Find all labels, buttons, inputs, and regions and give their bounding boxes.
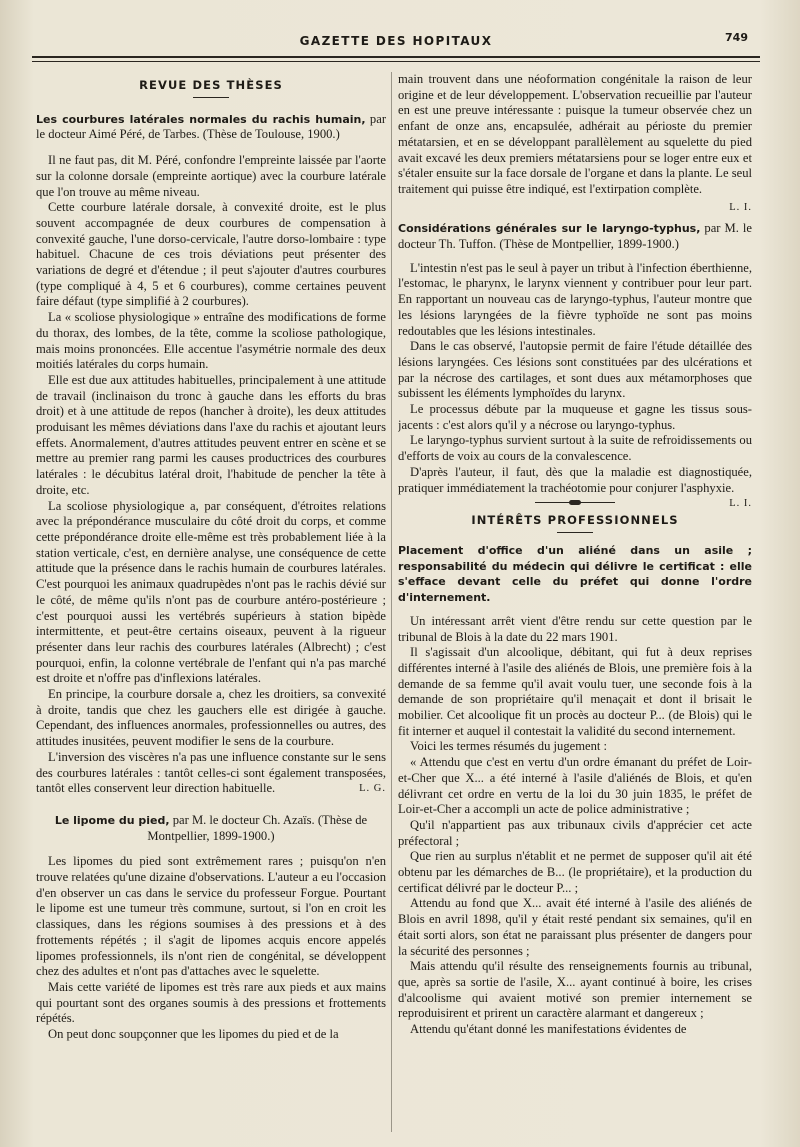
paragraph-text: L'inversion des viscères n'a pas une influence constante sur le sens des courbures latérales : tantôt celles-ci sont également transposées, tantôt elles conservent leur direction habituelle. <box>36 749 386 796</box>
article-header-courbures <box>36 112 386 143</box>
paragraph: Attendu qu'étant donné les manifestations évidentes de <box>410 1022 687 1037</box>
paragraph-text: D'après l'auteur, il faut, dès que la maladie est diagnostiquée, pratiquer immédiatement la trachéotomie pour conjurer l'asphyxie. <box>398 464 752 495</box>
paragraph: Le processus débute par la muqueuse et gagne les tissus sous-jacents : c'est alors qu'il y a nécrose ou laryngo-typhus. <box>398 402 752 432</box>
article-title: Les courbures latérales normales du rachis humain, <box>36 112 366 126</box>
paragraph <box>398 464 752 510</box>
spacer <box>36 846 386 854</box>
paragraph-continuation: main trouvent dans une néoformation congénitale la raison de leur origine et de leur développement. L'observation recueillie par l'auteur en est une preuve intéressante : puisque la tumeur observée chez un enfant de onze ans, encapsulée, adhérait au périoste du premier métatarsien, et en se développant parallèlement au squelette du pied avait excavé les deux premiers métatarsiens pour se loger entre eux et s'étaler ensuite sur la face dorsale de l'organe et dans la plante. Le seul traitement qui puisse être indiqué, est l'extirpation complète. <box>398 72 752 196</box>
paragraph: « Attendu que c'est en vertu d'un ordre émanant du préfet de Loir-et-Cher que X... a été interné à l'asile d'aliénés de Blois, et qu'en délivrant cet ordre en vertu de la loi du 30 juin 1835, le préfet de Loir-et-Cher a accompli un acte de police administrative ; <box>398 755 752 817</box>
paragraph: En principe, la courbure dorsale a, chez les droitiers, sa convexité à droite, tandis que chez les gauchers elle est dirigée à gauche. Cependant, des influences anormales, professionnelles ou autres, des attitudes inusitées, peuvent modifier le sens de la courbure. <box>36 687 386 749</box>
journal-title: GAZETTE DES HOPITAUX <box>299 34 493 48</box>
paragraph: La scoliose physiologique a, par conséquent, d'étroites relations avec la prépondérance musculaire du côté droit du corps, et comme cette prépondérance droite elle-même est très probablement liée à la station verticale, c'est, en dernière analyse, une conséquence de cette attitude que la présence dans le rachis humain de courbures latérales. C'est pourquoi les animaux quadrupèdes n'ont pas le rachis dévié sur le côté, de même qu'ils n'ont pas de courbure antéro-postérieure ; c'est pourquoi aussi les vertébrés supérieurs à station bipède intermittente, et peut-être certains oiseaux, peuvent à la rigueur présenter dans leur rachis des courbures latérales (Albrecht) ; c'est pourquoi, enfin, la colonne vertébrale de l'enfant qui n'a pas marché est droite et n'offre pas d'inflexions latérales. <box>36 498 386 686</box>
paragraph <box>36 750 386 797</box>
paragraph: Attendu au fond que X... avait été interné à l'asile des aliénés de Blois en avril 1898, qu'il y était resté pendant six semaines, qu'il en était sorti alors, son état ne paraissant plus présenter de dangers pour la sécurité des personnes ; <box>398 896 752 958</box>
section-title-interets: INTÉRÊTS PROFESSIONNELS <box>471 513 679 528</box>
paragraph: Il s'agissait d'un alcoolique, débitant, qui fut à deux reprises différentes interné à l'asile des aliénés de Blois, une première fois à la demande de sa femme qu'il avait voulu tuer, une seconde fois à la demande de son propriétaire qu'il menaçait et dont il brisait le mobilier. Cet alcoolique fit un procès au docteur P... (de Blois) qui le fit interner et auquel il contestait la validité du second internement. <box>398 645 752 738</box>
article-header-placement <box>398 543 752 606</box>
spacer <box>36 797 386 813</box>
paragraph: L'intestin n'est pas le seul à payer un tribut à l'infection éberthienne, l'estomac, le pharynx, le larynx viennent y contribuer pour leur part. En rapportant un nouveau cas de laryngo-typhus, l'auteur montre que les lésions laryngées de la fièvre typhoïde ne sont pas moins redoutables que les lésions intestinales. <box>398 260 752 338</box>
paragraph: Voici les termes résumés du jugement : <box>410 739 608 754</box>
signature: L. I. <box>729 201 752 213</box>
article-header-lipome <box>36 813 386 844</box>
article-header-laryngo-typhus <box>398 221 752 252</box>
header-rule-thin <box>32 61 760 62</box>
article-byline: par M. le docteur Ch. Azaïs. (Thèse de Montpellier, 1899-1900.) <box>147 812 368 843</box>
paragraph: Cette courbure latérale dorsale, à convexité droite, est le plus souvent accompagnée de deux courbures de compensation à convexité gauche, l'une dorso-cervicale, l'autre dorso-lombaire : type habituel. Chacune de ces trois déviations peut présenter des variations de degré et d'étendue ; il peut s'ajouter d'autres courbures (type compliqué à 4, 5 et 6 courbures), comme certaines peuvent faire défaut (type simplifié à 2 courbures). <box>36 200 386 309</box>
paragraph: Dans le cas observé, l'autopsie permit de faire l'étude détaillée des lésions laryngées. Ces lésions sont constituées par des ulcérations et par la nécrose des cartilages, et sont dues aux métamorphoses que subissent les éléments lymphoïdes du larynx. <box>398 339 752 401</box>
paragraph: Le laryngo-typhus survient surtout à la suite de refroidissements ou d'efforts de voix au cours de la convalescence. <box>398 433 752 464</box>
paragraph: Qu'il n'appartient pas aux tribunaux civils d'apprécier cet acte préfectoral ; <box>398 817 752 848</box>
signature: L. I. <box>729 498 752 510</box>
article-title: Placement d'office d'un aliéné dans un asile ; responsabilité du médecin qui délivre le certificat : elle s'efface devant celle du préfet qui donne l'ordre d'internement. <box>398 543 752 605</box>
paragraph: Les lipomes du pied sont extrêmement rares ; puisqu'on n'en trouve relatées qu'une dizaine d'observations. L'auteur a eu l'occasion d'en observer un cas dans le service du professeur Forgue. Pourtant le lipome est une tumeur très commune, surtout, si l'on en croit les classiques, dans les régions soumises à des pressions et à des frottements répétés ; il s'agit de lipomes acquis encore appelés lipomes professionnels, ils n'ont rien de congénital, se développent chez des adultes et n'ont pas d'attaches avec le squelette. <box>36 854 386 979</box>
paragraph: Un intéressant arrêt vient d'être rendu sur cette question par le tribunal de Blois à la date du 22 mars 1901. <box>398 613 752 644</box>
article-title: Le lipome du pied, <box>54 813 170 827</box>
paragraph: Que rien au surplus n'établit et ne permet de supposer qu'il ait été obtenu par les démarches de B... (le propriétaire), et la production du certificat délivré par le docteur P... ; <box>398 849 752 895</box>
section-rule <box>557 532 593 533</box>
article-byline: par le docteur Aimé Péré, de Tarbes. (Thèse de Toulouse, 1900.) <box>36 111 386 142</box>
column-separator <box>391 72 392 1132</box>
page-number: 749 <box>725 31 748 44</box>
section-title-revue: REVUE DES THÈSES <box>139 78 283 92</box>
section-divider <box>535 502 615 503</box>
right-column <box>398 72 752 1132</box>
paragraph: On peut donc soupçonner que les lipomes du pied et de la <box>48 1027 339 1042</box>
left-column <box>36 72 386 1132</box>
article-title: Considérations générales sur le laryngo-typhus, <box>398 222 701 236</box>
article-byline: par M. le docteur Th. Tuffon. (Thèse de Montpellier, 1899-1900.) <box>398 221 752 252</box>
paragraph: Il ne faut pas, dit M. Péré, confondre l'empreinte laissée par l'aorte sur la colonne dorsale (empreinte aortique) avec la courbure latérale que l'on trouve au même niveau. <box>36 153 386 199</box>
signature: L. G. <box>359 783 386 795</box>
paragraph: Mais attendu qu'il résulte des renseignements fournis au tribunal, que, après sa sortie de l'asile, X... ayant continué à boire, les crises d'alcoolisme qui avaient motivé son premier internement se reproduisirent et prirent un caractère alarmant et dangereux ; <box>398 959 752 1021</box>
paragraph: Elle est due aux attitudes habituelles, principalement à une attitude de travail (inclinaison du tronc à gauche dans les efforts du bras droit) et à une attitude de repos (hancher à droite), les deux attitudes produisant les mêmes déviations dans l'axe du rachis et ajoutant leurs effets. Anormalement, d'autres attitudes peuvent entrer en scène et se mettre au premier rang parmi les causes productrices des courbures latérales : le décubitus latéral droit, l'habitude de pencher la tête à droite, etc. <box>36 372 386 497</box>
spacer <box>36 145 386 153</box>
paragraph: Mais cette variété de lipomes est très rare aux pieds et aux mains qui pourtant sont des organes soumis à des pressions et frottements répétés. <box>36 979 386 1026</box>
header-rule-thick <box>32 56 760 58</box>
section-rule <box>193 97 229 98</box>
paragraph: La « scoliose physiologique » entraîne des modifications de forme du thorax, des lombes, de la tête, comme la scoliose pathologique, mais moins prononcées. Elle accentue l'asymétrie normale des deux moitiés latérales du corps humain. <box>36 310 386 372</box>
